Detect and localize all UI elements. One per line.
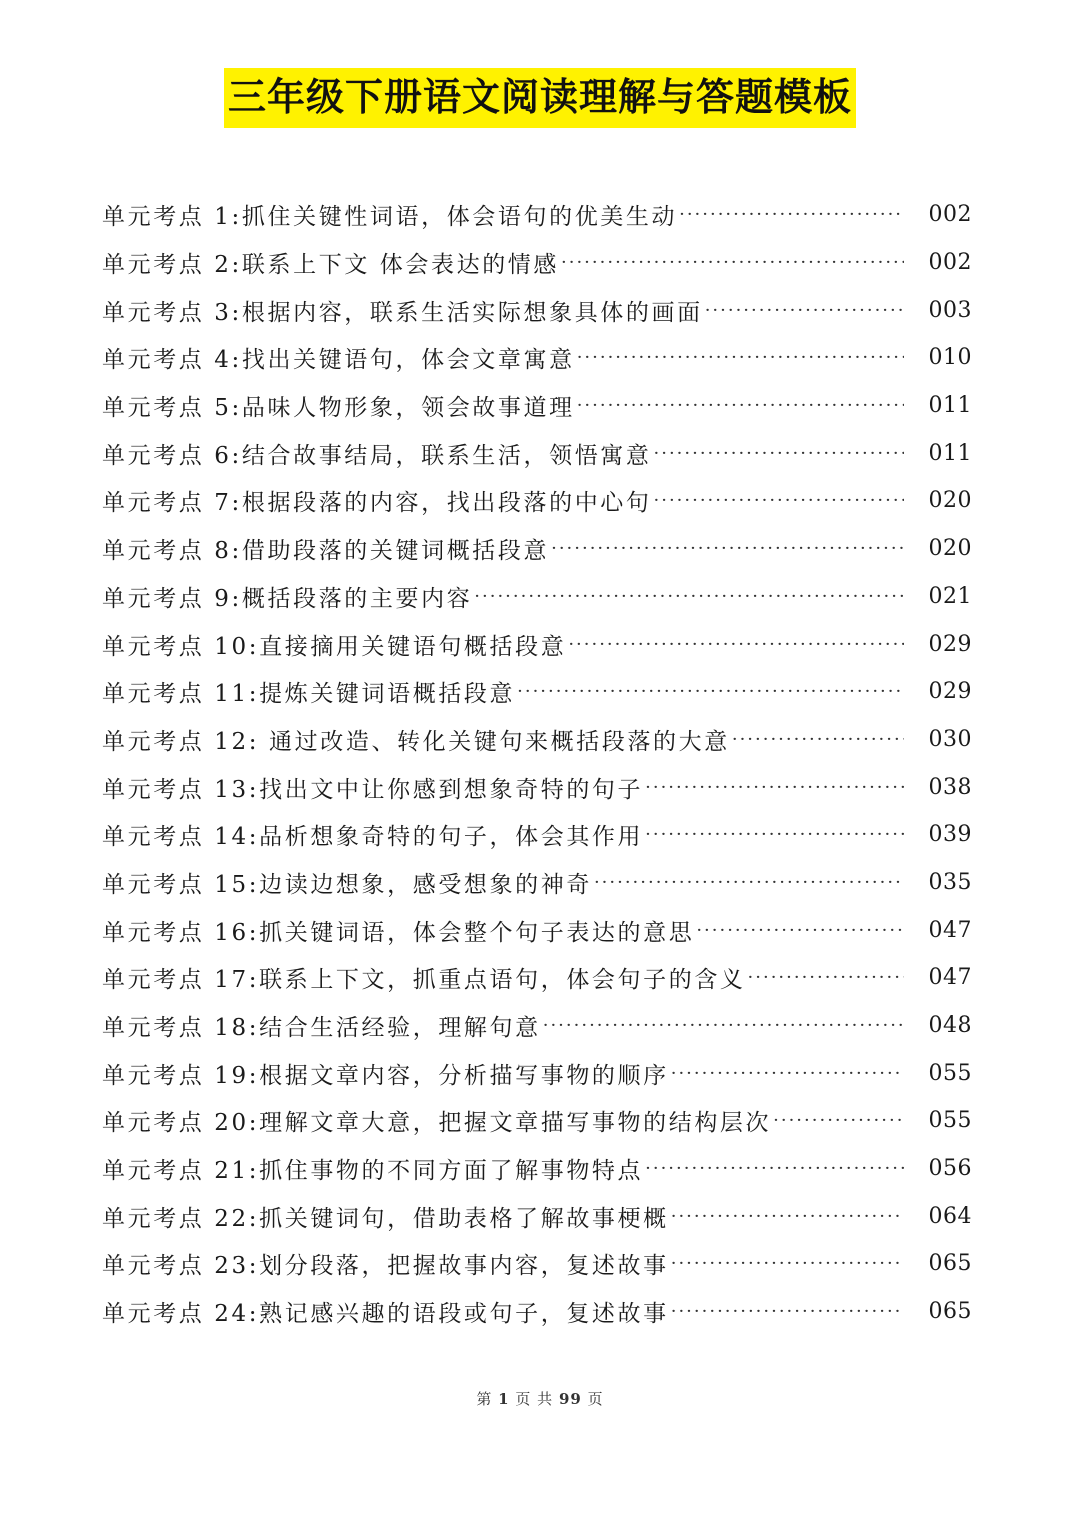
toc-entry [102,286,972,334]
toc-entry-page-number: 020 [928,488,972,514]
toc-dot-leader [517,681,904,702]
toc-entry-page-number: 064 [928,1203,972,1229]
toc-entry [102,239,972,287]
toc-entry-label: 单元考点 6:结合故事结局，联系生活，领悟寓意 [102,442,652,469]
toc-entry-label: 单元考点 11:提炼关键词语概括段意 [102,681,516,708]
toc-entry-page-number: 011 [928,440,972,466]
toc-entry [102,1192,972,1240]
toc-dot-leader [551,538,904,559]
toc-entry-label: 单元考点 1:抓住关键性词语，体会语句的优美生动 [102,204,678,231]
toc-entry-label: 单元考点 23:划分段落，把握故事内容，复述故事 [102,1253,669,1280]
toc-entry-label: 单元考点 18:结合生活经验，理解句意 [102,1015,541,1042]
toc-entry-label: 单元考点 9:概括段落的主要内容 [102,585,473,612]
toc-dot-leader [732,729,904,750]
toc-dot-leader [654,490,905,511]
toc-dot-leader [577,347,904,368]
toc-entry-label: 单元考点 2:联系上下文 体会表达的情感 [102,252,560,279]
toc-entry-page-number: 020 [928,536,972,562]
title-wrapper [0,68,1080,128]
toc-dot-leader [645,1158,904,1179]
toc-entry-label: 单元考点 21:抓住事物的不同方面了解事物特点 [102,1158,644,1185]
footer-prefix: 第 [476,1390,493,1408]
toc-entry [102,573,972,621]
toc-entry [102,1002,972,1050]
toc-dot-leader [645,777,904,798]
toc-entry [102,429,972,477]
toc-entry [102,811,972,859]
toc-entry-page-number: 030 [928,726,972,752]
toc-entry-page-number: 055 [928,1060,972,1086]
toc-dot-leader [671,1063,904,1084]
toc-entry-page-number: 029 [928,679,972,705]
toc-dot-leader [748,967,904,988]
toc-entry-page-number: 035 [928,869,972,895]
toc-entry-label: 单元考点 14:品析想象奇特的句子，体会其作用 [102,824,644,851]
toc-entry-page-number: 065 [928,1251,972,1277]
toc-entry-label: 单元考点 19:根据文章内容，分析描写事物的顺序 [102,1062,669,1089]
table-of-contents [102,191,972,1336]
toc-entry-page-number: 002 [928,250,972,276]
footer-suffix: 页 [587,1390,604,1408]
toc-entry-page-number: 038 [928,774,972,800]
toc-entry [102,1049,972,1097]
toc-dot-leader [474,586,904,607]
toc-entry-label: 单元考点 17:联系上下文，抓重点语句，体会句子的含义 [102,967,746,994]
toc-entry-page-number: 002 [928,202,972,228]
toc-dot-leader [594,872,904,893]
toc-entry [102,668,972,716]
toc-entry-page-number: 065 [928,1299,972,1325]
toc-dot-leader [679,204,904,225]
toc-dot-leader [654,443,905,464]
toc-entry [102,382,972,430]
toc-entry [102,716,972,764]
toc-entry-page-number: 010 [928,345,972,371]
toc-entry [102,1240,972,1288]
toc-dot-leader [705,300,904,321]
toc-entry-page-number: 029 [928,631,972,657]
footer-middle: 页 共 [515,1390,554,1408]
toc-entry-label: 单元考点 10:直接摘用关键语句概括段意 [102,633,567,660]
toc-entry-page-number: 055 [928,1108,972,1134]
toc-entry [102,1288,972,1336]
toc-dot-leader [773,1110,904,1131]
toc-entry [102,1097,972,1145]
toc-entry-label: 单元考点 16:抓关键词语，体会整个句子表达的意思 [102,919,695,946]
toc-entry [102,763,972,811]
toc-dot-leader [577,395,904,416]
document-title: 三年级下册语文阅读理解与答题模板 [224,68,856,128]
toc-dot-leader [568,634,904,655]
toc-entry-label: 单元考点 7:根据段落的内容，找出段落的中心句 [102,490,652,517]
toc-entry-page-number: 047 [928,965,972,991]
toc-entry-label: 单元考点 20:理解文章大意，把握文章描写事物的结构层次 [102,1110,772,1137]
toc-entry-label: 单元考点 5:品味人物形象，领会故事道理 [102,395,575,422]
toc-entry [102,191,972,239]
toc-entry [102,954,972,1002]
toc-entry-label: 单元考点 15:边读边想象，感受想象的神奇 [102,871,592,898]
footer-current-page: 1 [498,1390,510,1408]
toc-entry-label: 单元考点 8:借助段落的关键词概括段意 [102,538,550,565]
footer-total-pages: 99 [558,1390,582,1408]
toc-entry-page-number: 011 [928,393,972,419]
toc-dot-leader [543,1015,904,1036]
toc-entry [102,1145,972,1193]
toc-dot-leader [696,920,904,941]
toc-entry-label: 单元考点 22:抓关键词句，借助表格了解故事梗概 [102,1205,669,1232]
toc-entry-label: 单元考点 13:找出文中让你感到想象奇特的句子 [102,776,644,803]
toc-entry-label: 单元考点 3:根据内容，联系生活实际想象具体的画面 [102,299,703,326]
toc-entry [102,525,972,573]
toc-entry-label: 单元考点 4:找出关键语句，体会文章寓意 [102,347,575,374]
toc-entry [102,906,972,954]
toc-entry-page-number: 021 [928,583,972,609]
toc-entry-page-number: 056 [928,1156,972,1182]
toc-dot-leader [671,1253,904,1274]
toc-entry-page-number: 047 [928,917,972,943]
toc-entry-page-number: 048 [928,1013,972,1039]
toc-dot-leader [645,824,904,845]
toc-dot-leader [671,1301,904,1322]
toc-entry-page-number: 003 [928,297,972,323]
toc-entry [102,477,972,525]
toc-entry [102,859,972,907]
toc-dot-leader [561,252,904,273]
toc-entry-label: 单元考点 12: 通过改造、转化关键句来概括段落的大意 [102,728,730,755]
toc-dot-leader [671,1206,904,1227]
toc-entry-label: 单元考点 24:熟记感兴趣的语段或句子，复述故事 [102,1301,669,1328]
toc-entry [102,334,972,382]
toc-entry [102,620,972,668]
toc-entry-page-number: 039 [928,822,972,848]
page-footer [0,1388,1080,1409]
